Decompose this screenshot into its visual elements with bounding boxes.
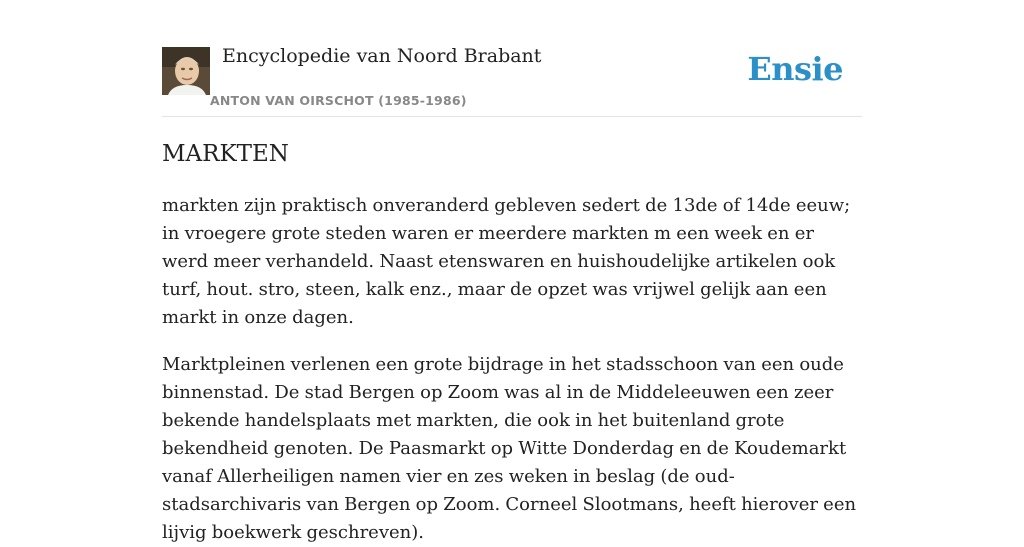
author-portrait-icon <box>162 47 210 95</box>
author-avatar[interactable] <box>162 47 210 95</box>
article-body <box>162 138 862 547</box>
ensie-logo[interactable]: Ensie <box>747 50 843 88</box>
paragraph: Marktpleinen verlenen een grote bijdrage in het stadsschoon van een oude binnenstad. De stad Bergen op Zoom was al in de Middeleeuwen een zeer bekende handelsplaats met markten, die ook in het buitenland grote bekendheid genoten. De Paasmarkt op Witte Donderdag en de Koudemarkt vanaf Allerheiligen namen vier en zes weken in beslag (de oud-stadsarchivaris van Bergen op Zoom. Corneel Slootmans, heeft hierover een lijvig boekwerk geschreven). <box>162 354 857 543</box>
paragraph: markten zijn praktisch onveranderd gebleven sedert de 13de of 14de eeuw; in vroegere grote steden waren er meerdere markten m een week en er werd meer verhandeld. Naast etenswaren en huishoudelijke artikelen ook turf, hout. stro, steen, kalk enz., maar de opzet was vrijwel gelijk aan een markt in onze dagen. <box>162 195 851 328</box>
encyclopedia-title[interactable]: Encyclopedie van Noord Brabant <box>222 45 542 67</box>
author-name[interactable]: ANTON VAN OIRSCHOT (1985-1986) <box>210 93 467 108</box>
page-title: MARKTEN <box>162 141 289 167</box>
article-header <box>162 0 862 117</box>
